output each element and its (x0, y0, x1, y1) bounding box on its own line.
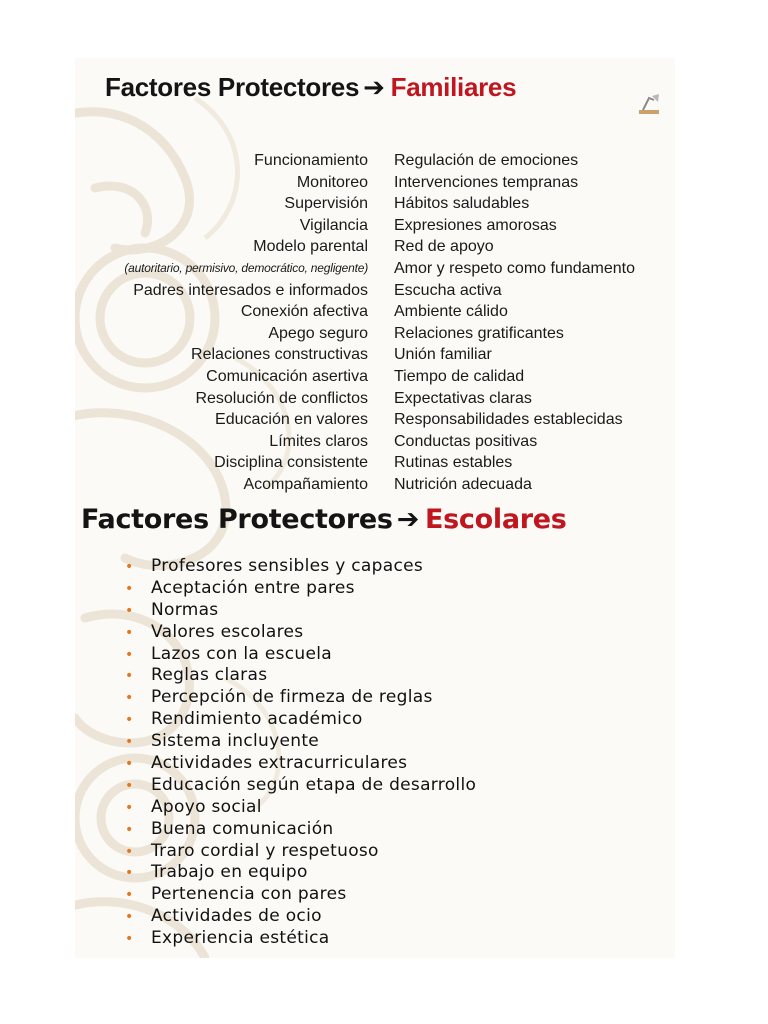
bullet-icon: • (125, 887, 134, 904)
list-item-label: Lazos con la escuela (151, 643, 332, 664)
list-item: Tiempo de calidad (394, 367, 525, 385)
list-item-label: Traro cordial y respetuoso (151, 840, 379, 861)
list-item-label: Aceptación entre pares (151, 577, 355, 598)
list-item-label: Reglas claras (151, 665, 268, 686)
list-item-label: Buena comunicación (151, 818, 334, 839)
list-item: Regulación de emociones (394, 152, 579, 169)
familiares-heading (105, 72, 516, 103)
familiares-title-main: Factores Protectores (105, 72, 360, 102)
desk-lamp-icon (637, 88, 663, 118)
list-item: Relaciones gratificantes (394, 324, 564, 342)
list-item (125, 556, 476, 578)
list-item: Rutinas estables (394, 454, 513, 472)
bullet-icon: • (125, 646, 134, 663)
list-item: Unión familiar (394, 346, 492, 364)
list-item-label: Rendimiento académico (151, 709, 363, 730)
list-item: Relaciones constructivas (191, 346, 368, 364)
list-item-label: Educación según etapa de desarrollo (151, 774, 477, 795)
list-item (125, 622, 476, 644)
list-item: Red de apoyo (394, 238, 494, 256)
list-item: Escucha activa (394, 281, 502, 299)
bullet-icon: • (125, 712, 134, 729)
list-item: Comunicación asertiva (206, 367, 368, 385)
list-item-label: Apoyo social (151, 796, 262, 817)
list-item (125, 753, 476, 775)
bullet-icon: • (125, 734, 134, 751)
list-item: Monitoreo (296, 173, 368, 191)
list-item-label: Normas (151, 599, 219, 620)
list-item (125, 731, 476, 753)
bullet-icon: • (125, 756, 134, 773)
list-item: Acompañamiento (243, 475, 368, 493)
list-item (125, 862, 476, 884)
bullet-icon: • (125, 777, 134, 794)
list-item-label: Experiencia estética (151, 928, 330, 949)
list-item (125, 819, 476, 841)
list-item: Hábitos saludables (394, 195, 530, 213)
list-item: Vigilancia (299, 216, 368, 234)
familiares-left-column (75, 150, 368, 496)
escolares-heading (81, 504, 567, 535)
list-item: Intervenciones tempranas (394, 173, 579, 191)
list-item: Resolución de conflictos (195, 389, 368, 407)
list-item-label: Valores escolares (151, 621, 304, 642)
list-item-label: Sistema incluyente (151, 731, 320, 752)
list-item (125, 906, 476, 928)
list-item (125, 797, 476, 819)
list-item: Conductas positivas (394, 432, 538, 450)
list-item: Disciplina consistente (214, 454, 368, 472)
arrow-right-icon: ➔ (363, 72, 385, 102)
bullet-icon: • (125, 580, 134, 597)
list-item: Educación en valores (215, 411, 368, 429)
bullet-icon: • (125, 821, 134, 838)
list-item: Padres interesados e informados (133, 281, 368, 299)
escolares-title-main: Factores Protectores (81, 504, 393, 535)
list-item: Límites claros (269, 432, 368, 450)
list-item: Nutrición adecuada (394, 475, 532, 493)
list-item: Ambiente cálido (394, 303, 508, 321)
list-item (125, 709, 476, 731)
list-item-label: Trabajo en equipo (151, 862, 308, 883)
list-item: Apego seguro (268, 324, 368, 342)
bullet-icon: • (125, 559, 134, 575)
familiares-right-column (394, 150, 674, 496)
document-page (75, 58, 675, 958)
list-item (125, 884, 476, 906)
bullet-icon: • (125, 602, 134, 619)
list-item (125, 928, 476, 950)
bullet-icon: • (125, 909, 134, 926)
parenting-styles-note: (autoritario, permisivo, democrático, negligente) (124, 260, 368, 275)
list-item (125, 600, 476, 622)
list-item: Amor y respeto como fundamento (394, 259, 636, 277)
list-item-label: Pertenencia con pares (151, 884, 347, 905)
bullet-icon: • (125, 931, 134, 948)
bullet-icon: • (125, 668, 134, 685)
familiares-title-accent: Familiares (390, 72, 517, 102)
list-item: Expresiones amorosas (394, 216, 557, 234)
list-item (125, 578, 476, 600)
arrow-right-icon: ➔ (396, 504, 420, 535)
list-item: Funcionamiento (254, 152, 368, 169)
escolares-title-accent: Escolares (425, 504, 567, 535)
bullet-icon: • (125, 690, 134, 707)
list-item (125, 841, 476, 863)
list-item: Modelo parental (253, 238, 368, 256)
list-item-label: Actividades extracurriculares (151, 753, 408, 774)
list-item (125, 644, 476, 666)
bullet-icon: • (125, 865, 134, 882)
bullet-icon: • (125, 843, 134, 860)
list-item (125, 665, 476, 687)
list-item-label: Profesores sensibles y capaces (151, 556, 424, 576)
bullet-icon: • (125, 624, 134, 641)
list-item: Conexión afectiva (240, 303, 368, 321)
list-item-label: Actividades de ocio (151, 906, 322, 927)
list-item: Responsabilidades establecidas (394, 411, 623, 429)
escolares-list (125, 556, 476, 950)
list-item: Supervisión (284, 195, 368, 213)
list-item (125, 687, 476, 709)
list-item (125, 775, 476, 797)
list-item-label: Percepción de firmeza de reglas (151, 687, 433, 708)
bullet-icon: • (125, 799, 134, 816)
list-item: Expectativas claras (394, 389, 532, 407)
